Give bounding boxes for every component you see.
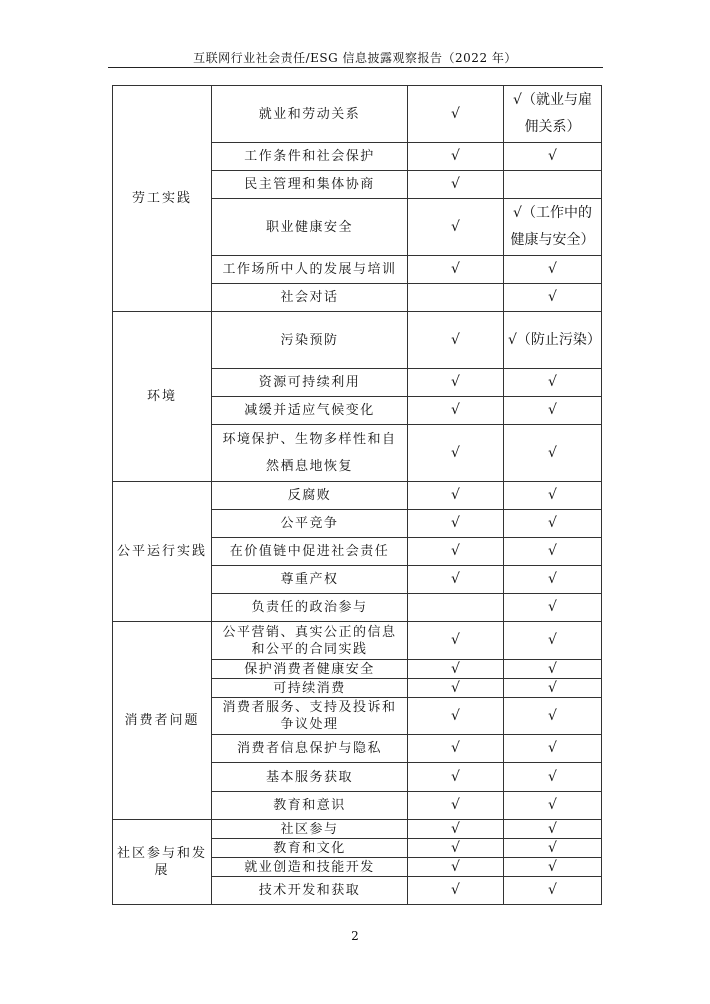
item-cell: 消费者信息保护与隐私 bbox=[212, 735, 408, 763]
table-row bbox=[113, 622, 602, 660]
mark-cell: √（就业与雇佣关系） bbox=[504, 86, 602, 143]
mark-cell: √ bbox=[408, 425, 504, 482]
item-cell: 环境保护、生物多样性和自然栖息地恢复 bbox=[212, 425, 408, 482]
mark-cell: √ bbox=[504, 679, 602, 698]
header-rule bbox=[108, 67, 603, 68]
mark-cell: √ bbox=[408, 538, 504, 566]
mark-cell: √ bbox=[408, 510, 504, 538]
item-cell: 就业和劳动关系 bbox=[212, 86, 408, 143]
mark-cell: √ bbox=[408, 679, 504, 698]
mark-cell: √ bbox=[504, 792, 602, 820]
mark-cell: √ bbox=[504, 566, 602, 594]
item-cell: 消费者服务、支持及投诉和争议处理 bbox=[212, 698, 408, 735]
mark-cell: √ bbox=[504, 510, 602, 538]
item-cell: 教育和意识 bbox=[212, 792, 408, 820]
mark-cell: √ bbox=[408, 858, 504, 877]
mark-cell: √ bbox=[504, 735, 602, 763]
item-cell: 社区参与 bbox=[212, 820, 408, 839]
mark-cell: √ bbox=[408, 397, 504, 425]
item-cell: 资源可持续利用 bbox=[212, 369, 408, 397]
mark-cell: √（防止污染） bbox=[504, 312, 602, 369]
table-row bbox=[113, 86, 602, 143]
item-cell: 工作条件和社会保护 bbox=[212, 143, 408, 171]
mark-cell: √ bbox=[408, 698, 504, 735]
mark-cell: √ bbox=[408, 566, 504, 594]
mark-cell: √ bbox=[504, 594, 602, 622]
table-row bbox=[113, 820, 602, 839]
category-cell: 社区参与和发展 bbox=[113, 820, 212, 905]
mark-cell: √ bbox=[408, 839, 504, 858]
mark-cell: √ bbox=[408, 877, 504, 905]
item-cell: 尊重产权 bbox=[212, 566, 408, 594]
item-cell: 公平营销、真实公正的信息和公平的合同实践 bbox=[212, 622, 408, 660]
mark-cell: √ bbox=[408, 792, 504, 820]
mark-cell: √ bbox=[504, 763, 602, 792]
mark-cell: √ bbox=[504, 538, 602, 566]
mark-cell: √ bbox=[504, 143, 602, 171]
category-cell: 消费者问题 bbox=[113, 622, 212, 820]
mark-cell: √ bbox=[504, 858, 602, 877]
item-cell: 技术开发和获取 bbox=[212, 877, 408, 905]
mark-cell: √ bbox=[504, 284, 602, 312]
item-cell: 教育和文化 bbox=[212, 839, 408, 858]
mark-cell: √ bbox=[408, 143, 504, 171]
mark-cell: √ bbox=[504, 820, 602, 839]
mark-cell bbox=[408, 284, 504, 312]
item-cell: 职业健康安全 bbox=[212, 199, 408, 256]
table-row bbox=[113, 312, 602, 369]
mark-cell: √ bbox=[504, 397, 602, 425]
mark-cell: √（工作中的健康与安全） bbox=[504, 199, 602, 256]
mark-cell: √ bbox=[408, 660, 504, 679]
item-cell: 民主管理和集体协商 bbox=[212, 171, 408, 199]
mark-cell: √ bbox=[504, 425, 602, 482]
item-cell: 污染预防 bbox=[212, 312, 408, 369]
category-cell: 公平运行实践 bbox=[113, 482, 212, 622]
item-cell: 基本服务获取 bbox=[212, 763, 408, 792]
item-cell: 就业创造和技能开发 bbox=[212, 858, 408, 877]
page-number: 2 bbox=[351, 929, 359, 943]
item-cell: 反腐败 bbox=[212, 482, 408, 510]
mark-cell: √ bbox=[408, 256, 504, 284]
responsibility-table bbox=[112, 85, 602, 905]
category-cell: 环境 bbox=[113, 312, 212, 482]
mark-cell: √ bbox=[504, 369, 602, 397]
mark-cell: √ bbox=[408, 482, 504, 510]
mark-cell: √ bbox=[408, 171, 504, 199]
mark-cell: √ bbox=[408, 312, 504, 369]
item-cell: 减缓并适应气候变化 bbox=[212, 397, 408, 425]
mark-cell: √ bbox=[408, 622, 504, 660]
mark-cell: √ bbox=[408, 369, 504, 397]
item-cell: 保护消费者健康安全 bbox=[212, 660, 408, 679]
mark-cell bbox=[408, 594, 504, 622]
mark-cell: √ bbox=[408, 199, 504, 256]
item-cell: 可持续消费 bbox=[212, 679, 408, 698]
category-cell: 劳工实践 bbox=[113, 86, 212, 312]
mark-cell: √ bbox=[504, 660, 602, 679]
item-cell: 负责任的政治参与 bbox=[212, 594, 408, 622]
mark-cell bbox=[504, 171, 602, 199]
table-row bbox=[113, 482, 602, 510]
mark-cell: √ bbox=[408, 820, 504, 839]
mark-cell: √ bbox=[504, 622, 602, 660]
mark-cell: √ bbox=[504, 877, 602, 905]
item-cell: 公平竞争 bbox=[212, 510, 408, 538]
mark-cell: √ bbox=[504, 256, 602, 284]
mark-cell: √ bbox=[504, 482, 602, 510]
mark-cell: √ bbox=[408, 763, 504, 792]
item-cell: 在价值链中促进社会责任 bbox=[212, 538, 408, 566]
mark-cell: √ bbox=[504, 839, 602, 858]
mark-cell: √ bbox=[408, 735, 504, 763]
page-header: 互联网行业社会责任/ESG 信息披露观察报告（2022 年） bbox=[193, 51, 517, 65]
item-cell: 社会对话 bbox=[212, 284, 408, 312]
mark-cell: √ bbox=[408, 86, 504, 143]
mark-cell: √ bbox=[504, 698, 602, 735]
item-cell: 工作场所中人的发展与培训 bbox=[212, 256, 408, 284]
